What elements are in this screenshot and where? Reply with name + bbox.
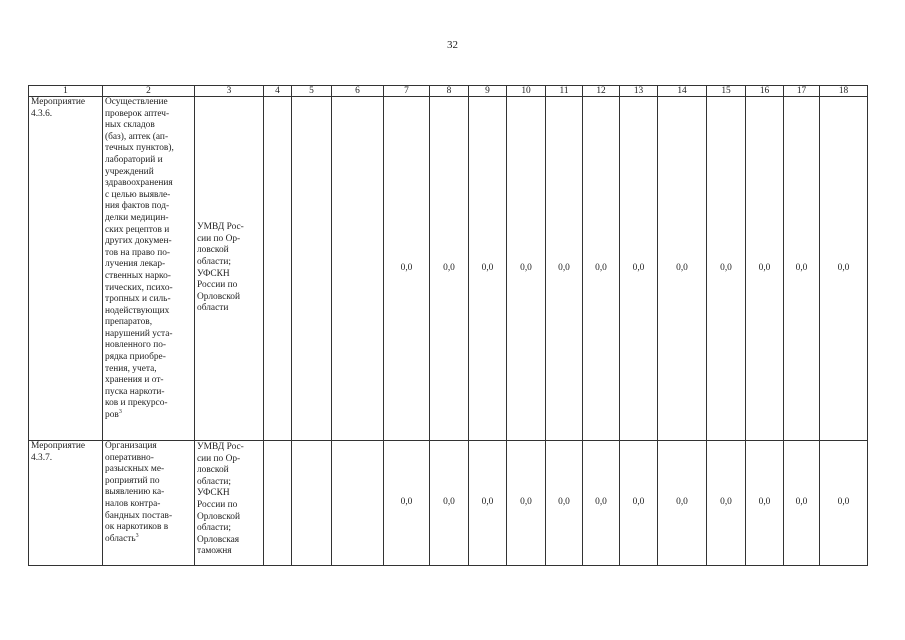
value-cell: 0,0 xyxy=(746,441,784,566)
executor-cell: УМВД Рос- сии по Ор- ловской области; УФСКН России по Орловской области; Орловская таможня xyxy=(195,441,264,566)
column-header: 13 xyxy=(620,86,658,97)
column-header: 18 xyxy=(820,86,868,97)
column-header: 15 xyxy=(707,86,746,97)
column-header: 10 xyxy=(507,86,546,97)
column-header: 14 xyxy=(658,86,707,97)
value-cell: 0,0 xyxy=(658,97,707,441)
empty-cell xyxy=(332,441,384,566)
value-cell: 0,0 xyxy=(707,441,746,566)
value-cell: 0,0 xyxy=(658,441,707,566)
header-row xyxy=(29,86,868,97)
column-header: 7 xyxy=(384,86,430,97)
value-cell: 0,0 xyxy=(620,97,658,441)
empty-cell xyxy=(264,441,292,566)
value-cell: 0,0 xyxy=(784,441,820,566)
executor-cell: УМВД Рос- сии по Ор- ловской области; УФСКН России по Орловской области xyxy=(195,97,264,441)
column-header: 9 xyxy=(469,86,507,97)
value-cell: 0,0 xyxy=(430,97,469,441)
value-cell: 0,0 xyxy=(620,441,658,566)
value-cell: 0,0 xyxy=(546,97,583,441)
column-header: 8 xyxy=(430,86,469,97)
column-header: 11 xyxy=(546,86,583,97)
value-cell: 0,0 xyxy=(507,97,546,441)
column-header: 2 xyxy=(103,86,195,97)
footnote-mark: 3 xyxy=(118,408,122,415)
value-cell: 0,0 xyxy=(820,441,868,566)
empty-cell xyxy=(264,97,292,441)
empty-cell xyxy=(292,97,332,441)
column-header: 4 xyxy=(264,86,292,97)
value-cell: 0,0 xyxy=(707,97,746,441)
value-cell: 0,0 xyxy=(784,97,820,441)
column-header: 6 xyxy=(332,86,384,97)
value-cell: 0,0 xyxy=(583,441,620,566)
value-cell: 0,0 xyxy=(820,97,868,441)
value-cell: 0,0 xyxy=(384,97,430,441)
activity-number-cell: Мероприятие 4.3.6. xyxy=(29,97,103,441)
column-header: 17 xyxy=(784,86,820,97)
value-cell: 0,0 xyxy=(583,97,620,441)
column-header: 12 xyxy=(583,86,620,97)
value-cell: 0,0 xyxy=(384,441,430,566)
empty-cell xyxy=(292,441,332,566)
footnote-mark: 3 xyxy=(135,532,139,539)
column-header: 16 xyxy=(746,86,784,97)
activity-description-cell: Осуществление проверок аптеч- ных складов (баз), аптек (ап- течных пунктов), лабораторий и учреждений здравоохранения с целью выявле- ния фактов под- делки медицин- ских рецептов и других докумен- тов на право по- лучения лекар- ственных нарко- тических, психо- тропных и силь- нодействующих препаратов, нарушений уста- новленного по- рядка приобре- тения, учета, хранения и от- пуска наркоти- ков и прекурсо- ров$^3$ xyxy=(103,97,195,441)
column-header: 3 xyxy=(195,86,264,97)
program-table xyxy=(28,85,868,566)
value-cell: 0,0 xyxy=(746,97,784,441)
table-row xyxy=(29,97,868,441)
column-header: 1 xyxy=(29,86,103,97)
column-header: 5 xyxy=(292,86,332,97)
page-number: 32 xyxy=(447,39,458,51)
activity-description-cell: Организация оперативно- разыскных ме- роприятий по выявлению ка- налов контра- бандных постав- ок наркотиков в область$^3$ xyxy=(103,441,195,566)
value-cell: 0,0 xyxy=(546,441,583,566)
empty-cell xyxy=(332,97,384,441)
value-cell: 0,0 xyxy=(507,441,546,566)
table-row xyxy=(29,441,868,566)
value-cell: 0,0 xyxy=(469,97,507,441)
activity-number-cell: Мероприятие 4.3.7. xyxy=(29,441,103,566)
value-cell: 0,0 xyxy=(469,441,507,566)
value-cell: 0,0 xyxy=(430,441,469,566)
